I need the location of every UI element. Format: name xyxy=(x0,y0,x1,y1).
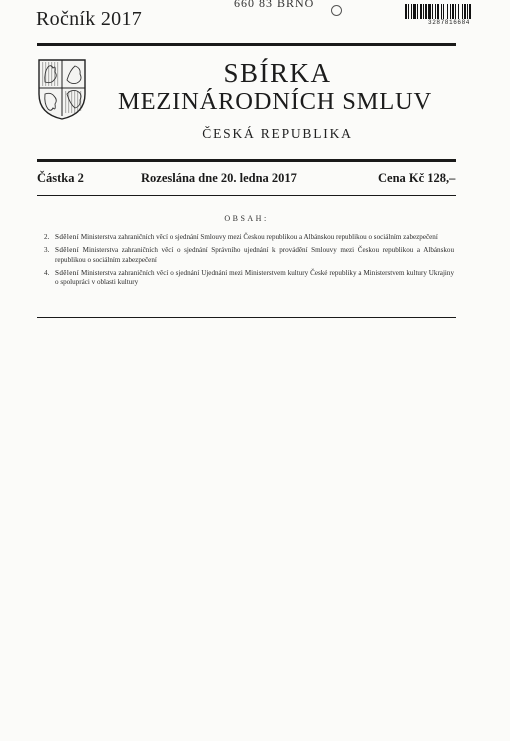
barcode-number: 3287816684 xyxy=(428,19,471,26)
barcode-bar xyxy=(469,4,471,19)
item-lead: Sdělení xyxy=(55,233,80,241)
item-lead: Sdělení xyxy=(55,245,80,254)
meta-rule xyxy=(37,195,456,196)
item-description: Ministerstva zahraničních věcí o sjednání Smlouvy mezi Českou republikou a Albánskou republikou o sociálním zabezpečení xyxy=(80,233,438,241)
distribution-date: Rozeslána dne 20. ledna 2017 xyxy=(141,171,297,185)
collection-title: SBÍRKA xyxy=(223,58,332,88)
contents-heading: OBSAH: xyxy=(224,214,269,223)
list-item xyxy=(44,269,454,288)
item-number: 4. xyxy=(44,268,50,277)
list-item xyxy=(44,246,454,265)
contents-list xyxy=(44,233,454,291)
item-number: 3. xyxy=(44,245,50,254)
country-name: ČESKÁ REPUBLIKA xyxy=(202,126,353,141)
top-rule xyxy=(37,43,456,46)
item-text xyxy=(55,233,454,243)
item-text xyxy=(55,269,454,288)
masthead-rule xyxy=(37,159,456,162)
issue-price: Cena Kč 128,– xyxy=(378,171,456,185)
list-item xyxy=(44,233,454,243)
item-description: Ministerstva zahraničních věcí o sjednání Ujednání mezi Ministerstvem kultury České republiky a Ministerstvem kultury Ukrajiny o spolupráci v oblasti kultury xyxy=(55,268,454,287)
coat-of-arms-icon xyxy=(37,58,87,120)
item-description: Ministerstva zahraničních věcí o sjednání Správního ujednání k provádění Smlouvy mezi Českou republikou a Albánskou republikou o sociálním zabezpečení xyxy=(55,245,454,264)
item-number: 2. xyxy=(44,233,50,241)
volume-year: Ročník 2017 xyxy=(36,8,143,30)
item-lead: Sdělení xyxy=(55,268,80,277)
barcode xyxy=(405,4,498,19)
postal-stamp: 660 83 BRNO xyxy=(234,0,315,10)
item-text xyxy=(55,246,454,265)
stamp-circle-icon xyxy=(331,5,342,16)
part-number: Částka 2 xyxy=(37,171,84,185)
contents-bottom-rule xyxy=(37,317,456,318)
collection-title-sub: MEZINÁRODNÍCH SMLUV xyxy=(118,88,432,115)
